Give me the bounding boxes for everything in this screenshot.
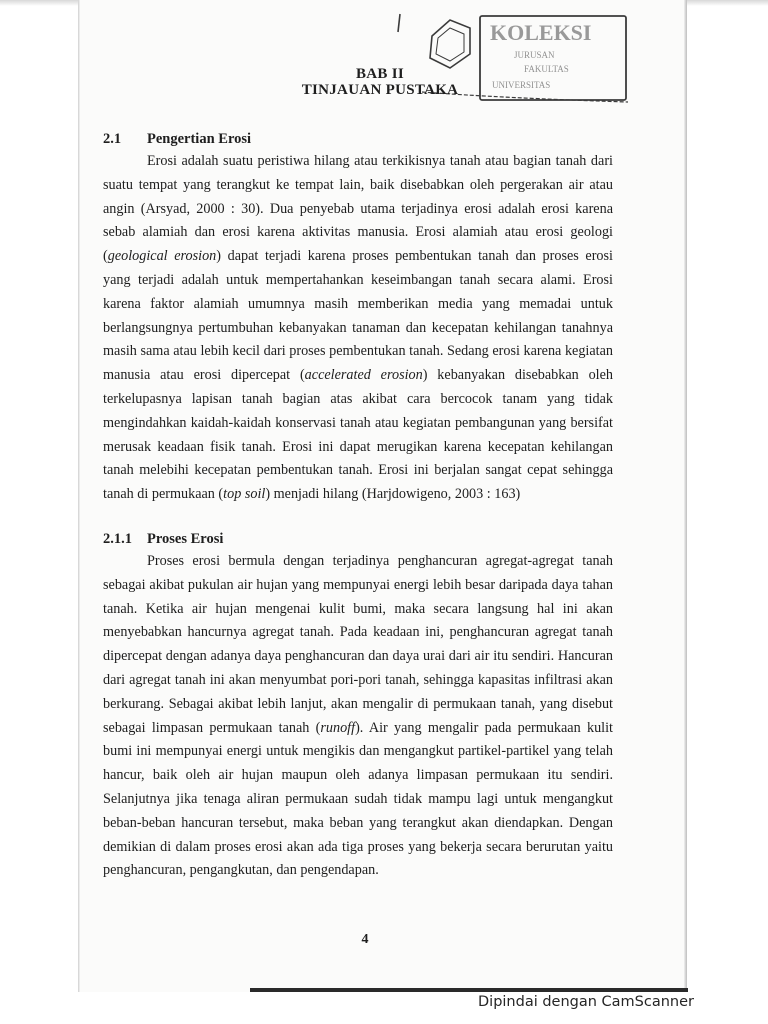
- paragraph-pengertian-erosi: Erosi adalah suatu peristiwa hilang atau terkikisnya tanah atau bagian tanah dari suatu tempat yang terangkut ke tempat lain, baik disebabkan oleh pergerakan air atau angin (Arsyad, 2000 : 30). Dua penyebab utama terjadinya erosi adalah erosi karena sebab alamiah dan erosi karena aktivitas manusia. Erosi alamiah atau erosi geologi (geological erosion) dapat terjadi karena proses pembentukan tanah dan proses erosi yang terjadi adalah untuk mempertahankan keseimbangan tanah secara alami. Erosi karena faktor alamiah umumnya masih memberikan media yang memadai untuk berlangsungnya pertumbuhan kebanyakan tanaman dan kecepatan kehilangan tanahnya masih sama atau lebih kecil dari proses pembentukan tanah. Sedang erosi karena kegiatan manusia atau erosi dipercepat (accelerated erosion) kebanyakan disebabkan oleh terkelupasnya lapisan tanah bagian atas akibat cara bercocok tanam yang tidak mengindahkan kaidah-kaidah konservasi tanah atau kegiatan pembangunan yang bersifat merusak keadaan fisik tanah. Erosi ini dapat merugikan karena kecepatan kehilangan tanah melebihi kecepatan pembentukan tanah. Erosi ini berjalan sangat cepat sehingga tanah di permukaan (top soil) menjadi hilang (Harjdowigeno, 2003 : 163): [103, 153, 613, 503]
- page-left-edge: [78, 0, 80, 992]
- section-heading-2-1-1: [103, 531, 223, 548]
- page-number: 4: [361, 932, 369, 947]
- section-heading-2-1: [103, 131, 251, 148]
- section-title: Proses Erosi: [147, 531, 224, 547]
- scanner-watermark: Dipindai dengan CamScanner: [478, 994, 695, 1010]
- section-title: Pengertian Erosi: [147, 131, 252, 147]
- section-number: 2.1.1: [103, 531, 132, 547]
- paragraph-proses-erosi: Proses erosi bermula dengan terjadinya penghancuran agregat-agregat tanah sebagai akibat pukulan air hujan yang mempunyai energi lebih besar daripada daya tahan tanah. Ketika air hujan mengenai kulit bumi, maka secara langsung hal ini akan menyebabkan hancurnya agregat tanah. Pada keadaan ini, penghancuran agregat tanah dipercepat dengan adanya daya penghancuran dan daya urai dari air itu sendiri. Hancuran dari agregat tanah ini akan menyumbat pori-pori tanah, sehingga kapasitas infiltrasi akan berkurang. Sebagai akibat lebih lanjut, akan mengalir di permukaan tanah, yang disebut sebagai limpasan permukaan tanah (runoff). Air yang mengalir pada permukaan kulit bumi ini mempunyai energi untuk mengikis dan mengangkut partikel-partikel yang telah hancur, baik oleh air hujan maupun oleh adanya limpasan permukaan itu sendiri. Selanjutnya jika tenaga aliran permukaan sudah tidak mampu lagi untuk mengangkut beban-beban hancuran tersebut, maka beban yang terangkut akan diendapkan. Dengan demikian di dalam proses erosi akan ada tiga proses yang bekerja secara berurutan yaitu penghancuran, pengangkutan, dan pengendapan.: [103, 553, 613, 879]
- svg-text:UNIVERSITAS: UNIVERSITAS: [492, 80, 551, 90]
- stamp-tick-mark: [398, 14, 400, 32]
- page-right-edge: [684, 0, 687, 992]
- stamp-text-1: KOLEKSI: [490, 20, 592, 45]
- chapter-title: TINJAUAN PUSTAKA: [301, 82, 459, 98]
- svg-text:JURUSAN: JURUSAN: [514, 50, 555, 60]
- chapter-number: BAB II: [355, 66, 405, 82]
- page-bottom-edge: [250, 988, 688, 992]
- section-number: 2.1: [103, 131, 122, 147]
- svg-text:FAKULTAS: FAKULTAS: [524, 64, 569, 74]
